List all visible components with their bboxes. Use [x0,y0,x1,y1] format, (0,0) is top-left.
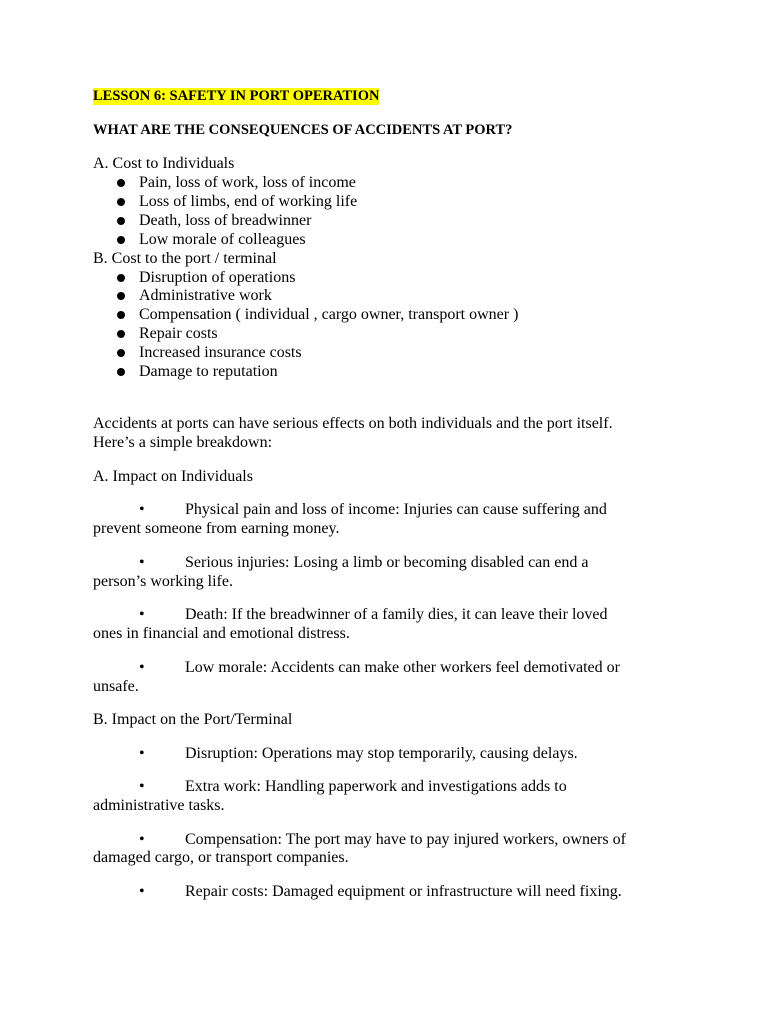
section-b-item-line: administrative tasks. [93,797,225,814]
bullet-icon: • [139,606,145,623]
bullet-icon: • [139,745,145,762]
bullet-icon [117,330,125,338]
outline-b-item: Damage to reputation [139,363,278,380]
bullet-icon: • [139,831,145,848]
outline-a-item: Loss of limbs, end of working life [139,193,358,210]
section-b-item-line: Extra work: Handling paperwork and investigations adds to [185,778,567,795]
section-a-heading: A. Impact on Individuals [93,468,253,485]
section-b-heading: B. Impact on the Port/Terminal [93,711,293,728]
outline-b-item: Disruption of operations [139,269,296,286]
section-a-item-line: Low morale: Accidents can make other workers feel demotivated or [185,659,620,676]
section-b-item-line: damaged cargo, or transport companies. [93,849,349,866]
question-heading: WHAT ARE THE CONSEQUENCES OF ACCIDENTS AT PORT? [93,122,513,138]
lesson-title: LESSON 6: SAFETY IN PORT OPERATION [93,88,380,104]
bullet-icon [117,311,125,319]
section-b-item-line: Disruption: Operations may stop temporarily, causing delays. [185,745,578,762]
section-a-item-line: Death: If the breadwinner of a family dies, it can leave their loved [185,606,608,623]
bullet-icon [117,236,125,244]
section-a-item-line: unsafe. [93,678,139,695]
bullet-icon: • [139,883,145,900]
bullet-icon: • [139,778,145,795]
bullet-icon [117,292,125,300]
bullet-icon [117,179,125,187]
outline-a-item: Death, loss of breadwinner [139,212,312,229]
section-a-item-line: Serious injuries: Losing a limb or becoming disabled can end a [185,554,589,571]
bullet-icon: • [139,659,145,676]
section-b-item-line: Repair costs: Damaged equipment or infrastructure will need fixing. [185,883,622,900]
outline-b-item: Increased insurance costs [139,344,302,361]
outline-a-item: Low morale of colleagues [139,231,306,248]
section-a-item-line: person’s working life. [93,573,233,590]
bullet-icon: • [139,501,145,518]
intro-line: Here’s a simple breakdown: [93,434,273,451]
outline-b-item: Administrative work [139,287,272,304]
outline-a-item: Pain, loss of work, loss of income [139,174,356,191]
outline-b-item: Compensation ( individual , cargo owner, transport owner ) [139,306,519,323]
intro-line: Accidents at ports can have serious effects on both individuals and the port itself. [93,415,613,432]
bullet-icon [117,349,125,357]
section-a-item-line: Physical pain and loss of income: Injuries can cause suffering and [185,501,607,518]
section-a-item-line: ones in financial and emotional distress. [93,625,350,642]
outline-b-item: Repair costs [139,325,218,342]
bullet-icon [117,368,125,376]
outline-a-heading: A. Cost to Individuals [93,155,235,172]
section-b-item-line: Compensation: The port may have to pay injured workers, owners of [185,831,626,848]
bullet-icon [117,274,125,282]
section-a-item-line: prevent someone from earning money. [93,520,340,537]
bullet-icon [117,217,125,225]
bullet-icon [117,198,125,206]
bullet-icon: • [139,554,145,571]
outline-b-heading: B. Cost to the port / terminal [93,250,277,267]
